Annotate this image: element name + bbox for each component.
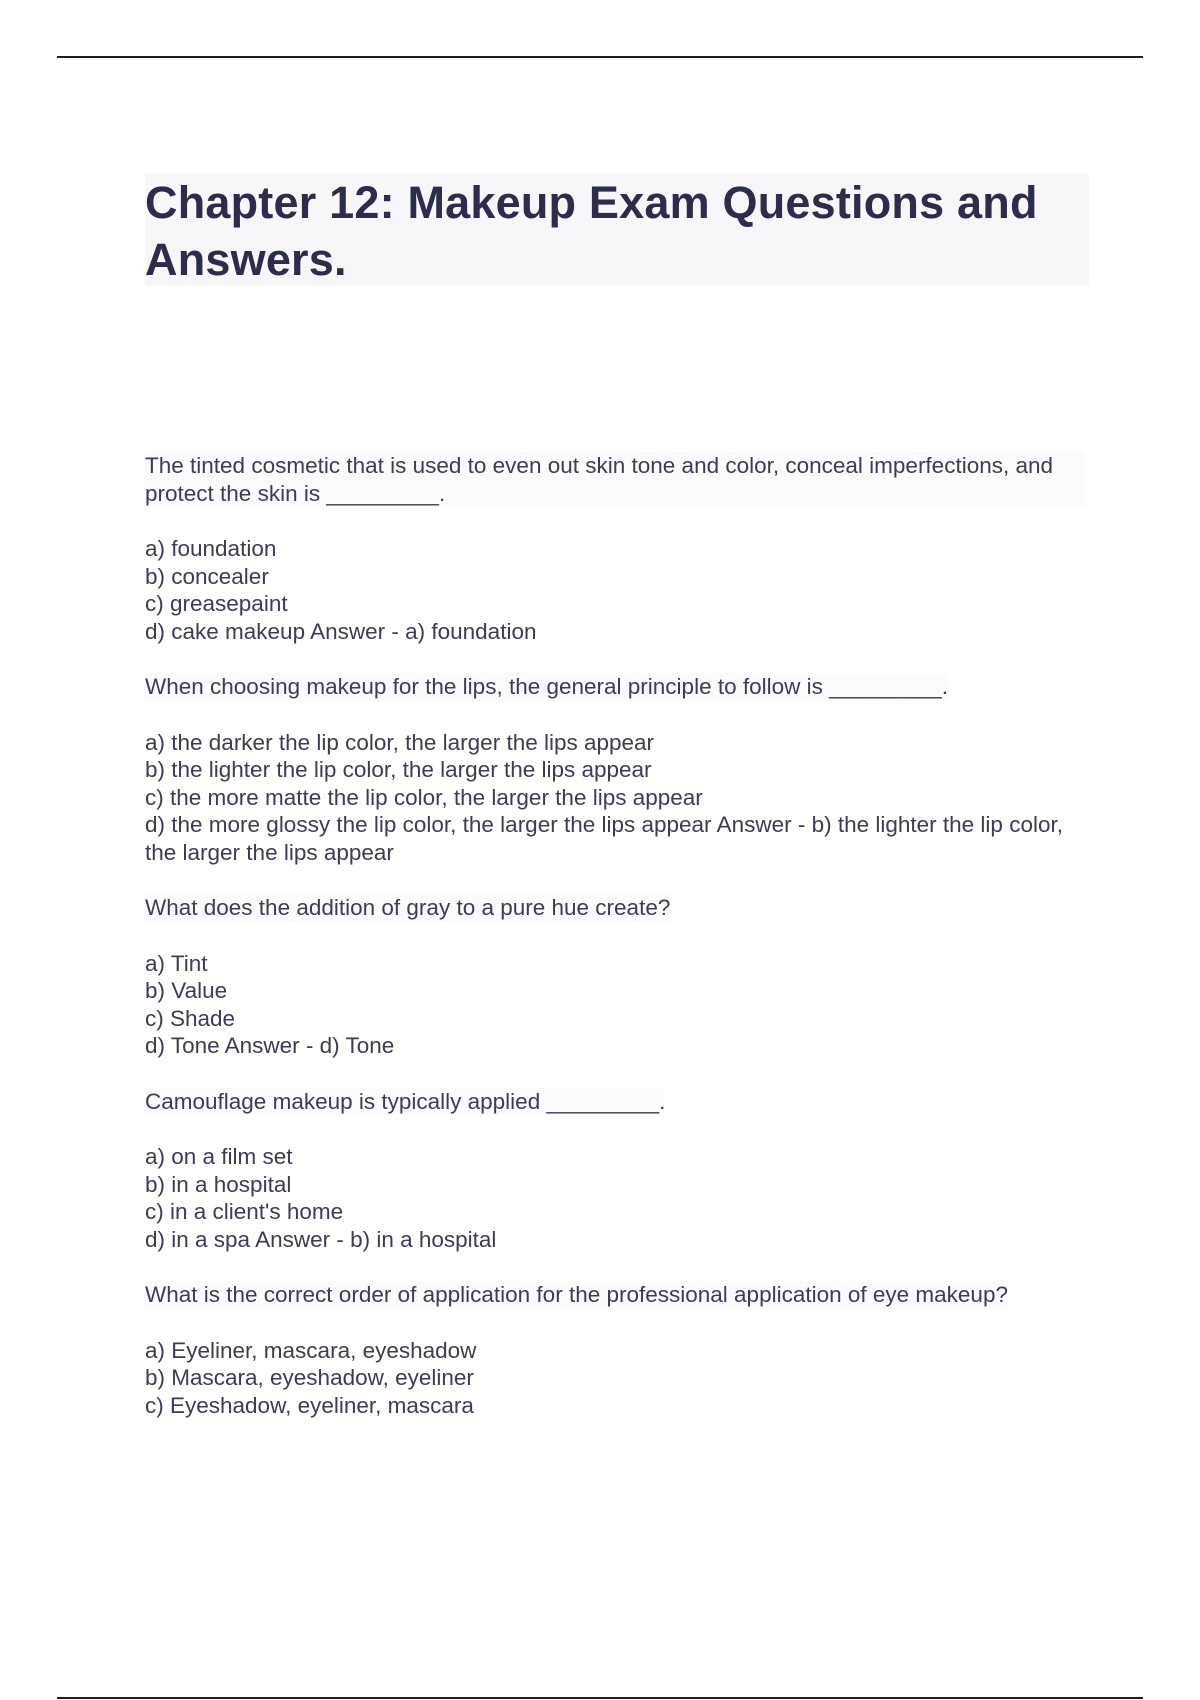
option-item: c) in a client's home	[145, 1199, 344, 1224]
option-item: b) Value	[145, 978, 228, 1003]
option-item: c) Eyeshadow, eyeliner, mascara	[145, 1392, 474, 1418]
option-list	[145, 535, 1085, 645]
option-item: b) concealer	[145, 563, 269, 589]
page-title: Chapter 12: Makeup Exam Questions and Answers.	[145, 177, 1038, 285]
option-list	[145, 729, 1085, 867]
question-block	[145, 452, 1085, 645]
option-item: a) Tint	[145, 950, 208, 976]
bottom-rule	[57, 1697, 1143, 1699]
question-block	[145, 1088, 1085, 1254]
option-item: d) the more glossy the lip color, the larger the lips appear Answer - b) the lighter the lip color, the larger the lips appear	[145, 812, 1063, 865]
question-prompt: What does the addition of gray to a pure hue create?	[145, 895, 671, 920]
option-item: d) in a spa Answer - b) in a hospital	[145, 1226, 497, 1252]
option-item: c) the more matte the lip color, the larger the lips appear	[145, 784, 703, 810]
option-item: d) cake makeup Answer - a) foundation	[145, 618, 537, 644]
option-list	[145, 950, 1085, 1060]
question-block	[145, 673, 1085, 866]
question-prompt: What is the correct order of application for the professional application of eye makeup?	[145, 1282, 1008, 1307]
option-item: d) Tone Answer - d) Tone	[145, 1033, 395, 1058]
option-item: b) Mascara, eyeshadow, eyeliner	[145, 1365, 474, 1390]
option-list	[145, 1337, 1085, 1420]
option-item: b) in a hospital	[145, 1171, 292, 1197]
option-list	[145, 1143, 1085, 1253]
option-item: b) the lighter the lip color, the larger the lips appear	[145, 757, 652, 782]
option-item: a) on a film set	[145, 1144, 293, 1169]
option-item: a) the darker the lip color, the larger the lips appear	[145, 729, 655, 755]
question-list	[145, 452, 1085, 1447]
top-rule	[57, 56, 1143, 58]
option-item: c) greasepaint	[145, 591, 288, 616]
question-prompt: The tinted cosmetic that is used to even out skin tone and color, conceal imperfections, and protect the skin is _________.	[145, 452, 1085, 507]
question-prompt: Camouflage makeup is typically applied _________.	[145, 1088, 666, 1114]
question-block	[145, 1281, 1085, 1419]
question-block	[145, 894, 1085, 1060]
option-item: a) Eyeliner, mascara, eyeshadow	[145, 1337, 477, 1363]
question-prompt: When choosing makeup for the lips, the general principle to follow is _________.	[145, 674, 948, 699]
option-item: c) Shade	[145, 1005, 236, 1031]
option-item: a) foundation	[145, 536, 277, 561]
